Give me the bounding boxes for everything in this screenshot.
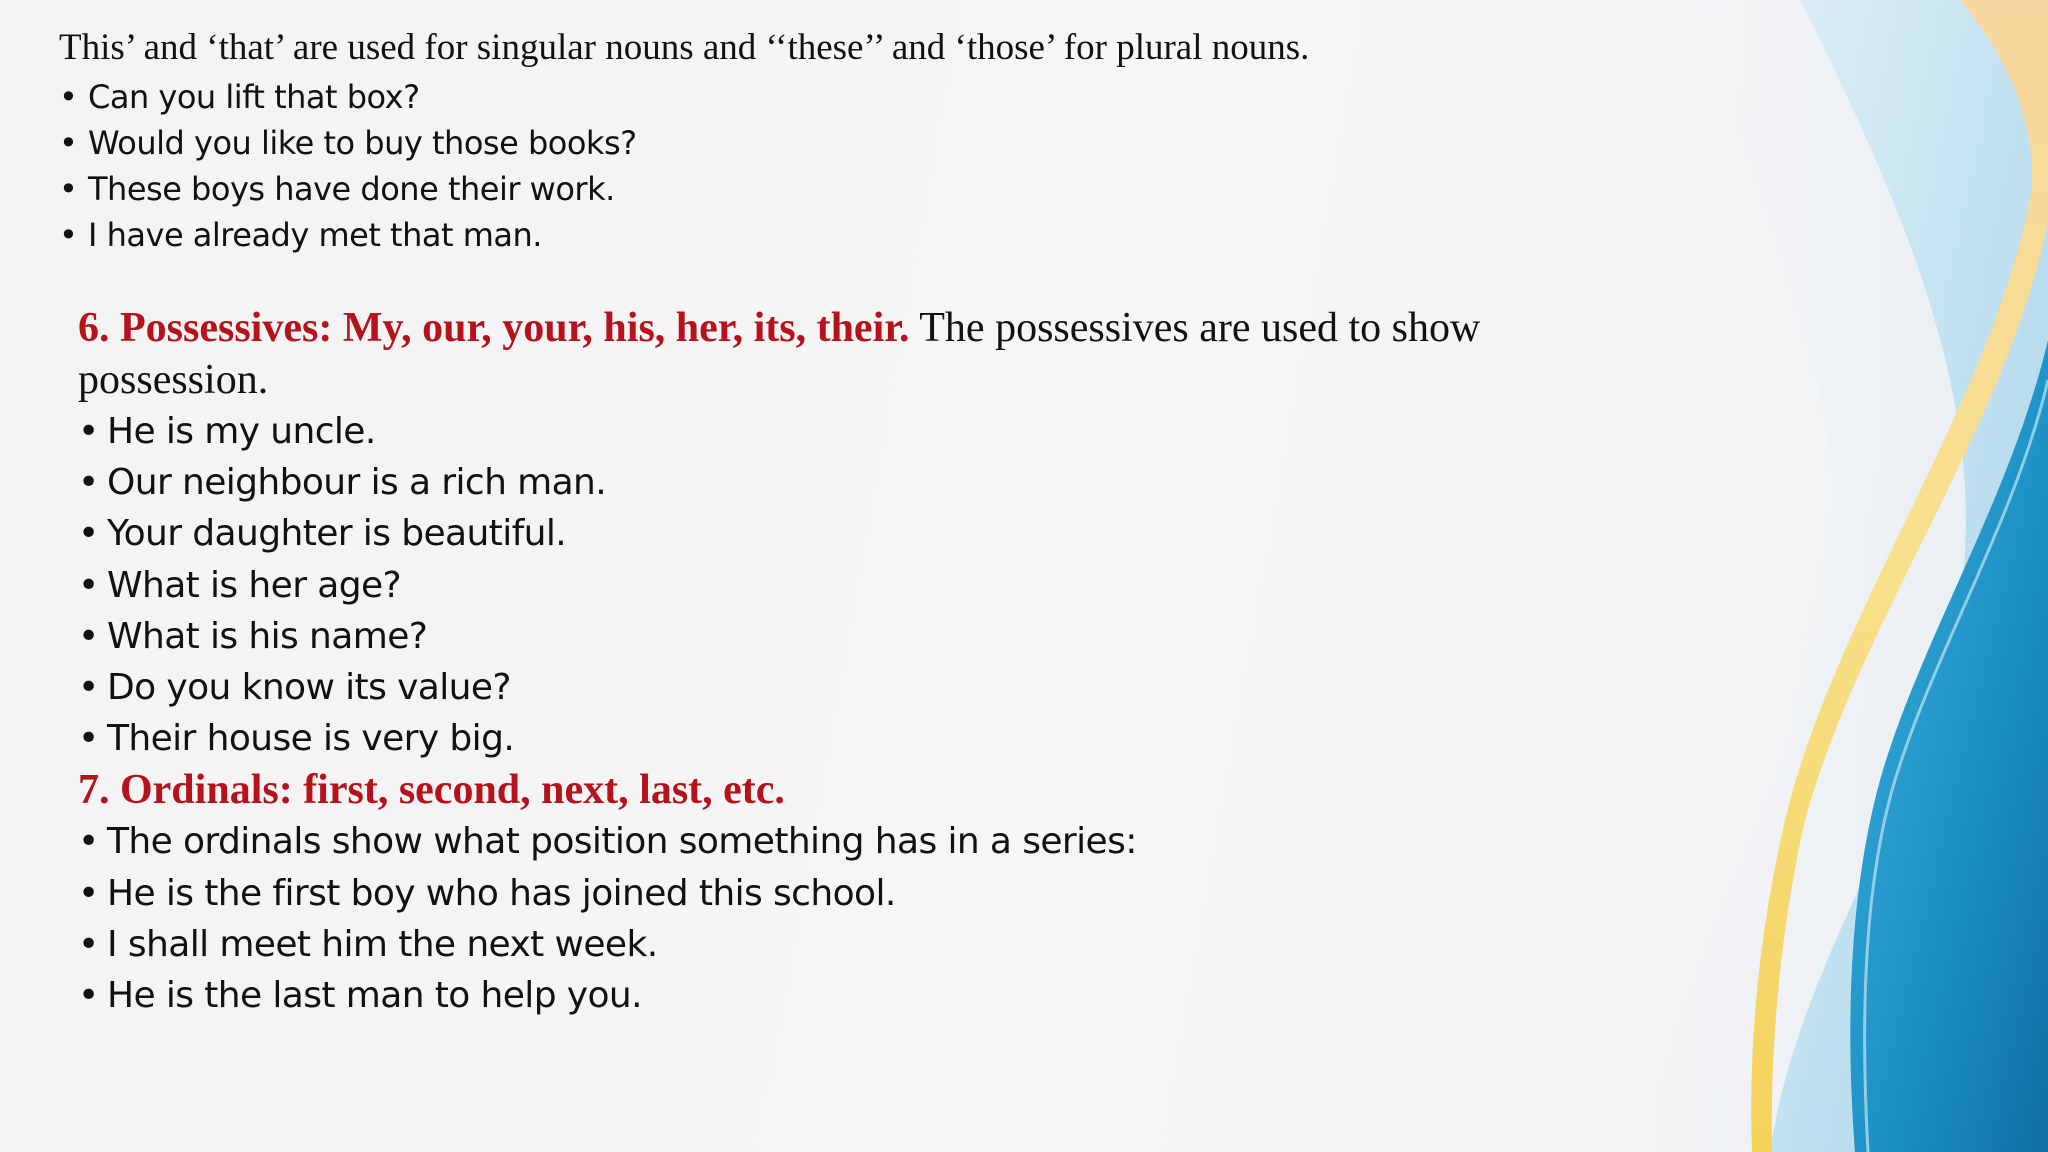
- bullet-icon: •: [78, 821, 99, 863]
- list-item: • I have already met that man.: [59, 212, 1559, 258]
- possessives-description: The possessives are used to show possession.: [78, 305, 1481, 403]
- list-item: • What is his name?: [78, 611, 1498, 662]
- possessive-examples-list: [78, 406, 1498, 764]
- list-item: • Can you lift that box?: [59, 74, 1559, 120]
- list-item: • Would you like to buy those books?: [59, 120, 1559, 166]
- demonstrative-examples-list: [59, 74, 1559, 258]
- bullet-icon: •: [78, 513, 99, 555]
- bullet-icon: •: [59, 78, 78, 116]
- bullet-icon: •: [78, 411, 99, 452]
- bullet-icon: •: [78, 975, 99, 1017]
- list-item: • I shall meet him the next week.: [78, 919, 1498, 970]
- bullet-icon: •: [59, 216, 78, 254]
- list-item: • The ordinals show what position something has in a series:: [78, 816, 1498, 867]
- list-item: • He is my uncle.: [78, 406, 1498, 457]
- bullet-icon: •: [78, 923, 99, 965]
- possessives-heading: 6. Possessives: My, our, your, his, her, its, their.: [78, 305, 910, 351]
- bullet-icon: •: [59, 170, 78, 208]
- list-item: • Our neighbour is a rich man.: [78, 457, 1498, 508]
- demonstratives-intro-text: This’ and ‘that’ are used for singular nouns and ‘‘these’’ and ‘those’ for plural nouns.: [59, 27, 1310, 68]
- ordinals-heading: 7. Ordinals: first, second, next, last, etc.: [78, 767, 785, 814]
- bullet-icon: •: [78, 667, 99, 709]
- bullet-icon: •: [78, 718, 99, 760]
- demonstratives-section: [59, 22, 1559, 258]
- list-item: • He is the first boy who has joined this school.: [78, 868, 1498, 919]
- bullet-icon: •: [78, 564, 99, 606]
- list-item: • What is her age?: [78, 560, 1498, 611]
- bullet-icon: •: [59, 124, 78, 162]
- list-item: • He is the last man to help you.: [78, 970, 1498, 1021]
- list-item: • Your daughter is beautiful.: [78, 508, 1498, 559]
- possessives-ordinals-section: [78, 302, 1498, 1021]
- bullet-icon: •: [78, 462, 99, 504]
- list-item: • Their house is very big.: [78, 713, 1498, 764]
- bullet-icon: •: [78, 872, 99, 914]
- possessives-paragraph: [78, 302, 1498, 406]
- bullet-icon: •: [78, 615, 99, 657]
- list-item: • Do you know its value?: [78, 662, 1498, 713]
- ordinal-examples-list: [78, 816, 1498, 1021]
- list-item: • These boys have done their work.: [59, 166, 1559, 212]
